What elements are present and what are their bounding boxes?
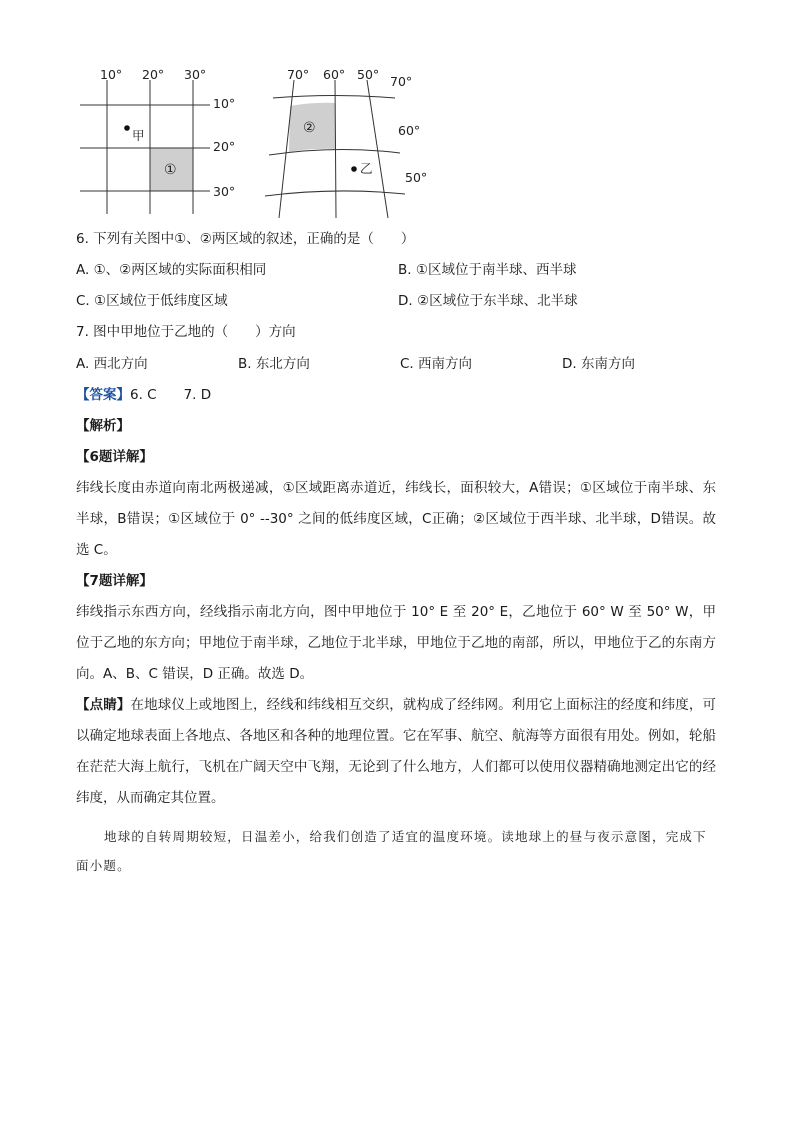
q7-option-c: C. 西南方向 bbox=[400, 356, 473, 372]
tip-paragraph bbox=[76, 690, 716, 814]
detail6-label: 【6题详解】 bbox=[76, 449, 153, 465]
left-lat-label-1: 10° bbox=[213, 96, 236, 111]
right-map bbox=[265, 80, 405, 218]
answer-text: 6. C 7. D bbox=[130, 387, 212, 403]
parallel-70 bbox=[273, 96, 395, 99]
tip-label: 【点睛】 bbox=[76, 697, 131, 713]
right-lon-label-1: 70° bbox=[287, 67, 310, 82]
q6-stem: 6. 下列有关图中①、②两区域的叙述，正确的是（ ） bbox=[76, 231, 415, 247]
meridian-50 bbox=[367, 80, 388, 218]
detail7-label: 【7题详解】 bbox=[76, 573, 153, 589]
point-jia-label: 甲 bbox=[132, 128, 145, 143]
q6-option-c: C. ①区域位于低纬度区域 bbox=[76, 293, 228, 309]
region-2-label: ② bbox=[303, 120, 316, 136]
graticule-figure bbox=[60, 58, 460, 223]
q6-option-a: A. ①、②两区域的实际面积相同 bbox=[76, 262, 267, 278]
left-lon-label-2: 20° bbox=[142, 67, 165, 82]
graticule-maps-svg bbox=[60, 58, 460, 223]
q7-option-a: A. 西北方向 bbox=[76, 356, 148, 372]
q7-option-b: B. 东北方向 bbox=[238, 356, 310, 372]
left-lat-label-3: 30° bbox=[213, 184, 236, 199]
next-intro-text: 地球的自转周期较短，日温差小，给我们创造了适宜的温度环境。读地球上的昼与夜示意图，完成下面小题。 bbox=[76, 829, 707, 873]
point-yi-label: 乙 bbox=[360, 161, 373, 176]
left-lon-label-3: 30° bbox=[184, 67, 207, 82]
point-jia-dot bbox=[124, 125, 130, 131]
detail6-text: 纬线长度由赤道向南北两极递减，①区域距离赤道近，纬线长，面积较大，A错误；①区域位于南半球、东半球，B错误；①区域位于 0° --30° 之间的低纬度区域，C正确；②区域位于西半球、北半球，D错误。故选 C。 bbox=[76, 480, 716, 558]
left-map bbox=[80, 80, 210, 214]
right-lon-label-3: 50° bbox=[357, 67, 380, 82]
q7-option-d: D. 东南方向 bbox=[562, 356, 635, 372]
q6-option-d: D. ②区域位于东半球、北半球 bbox=[398, 293, 578, 309]
left-lat-label-2: 20° bbox=[213, 139, 236, 154]
right-lat-label-2: 60° bbox=[398, 123, 421, 138]
tip-text: 在地球仪上或地图上，经线和纬线相互交织，就构成了经纬网。利用它上面标注的经度和纬度，可以确定地球表面上各地点、各地区和各种的地理位置。它在军事、航空、航海等方面很有用处。例如，轮船在茫茫大海上航行，飞机在广阔天空中飞翔，无论到了什么地方，人们都可以使用仪器精确地测定出它的经纬度，从而确定其位置。 bbox=[76, 697, 717, 806]
parallel-60 bbox=[269, 149, 400, 155]
answer-line bbox=[76, 385, 211, 405]
left-lon-label-1: 10° bbox=[100, 67, 123, 82]
detail7-text: 纬线指示东西方向，经线指示南北方向，图中甲地位于 10° E 至 20° E，乙地位于 60° W 至 50° W，甲位于乙地的东方向；甲地位于南半球，乙地位于北半球，甲地位于乙地的南部，所以，甲地位于乙的东南方向。A、B、C 错误，D 正确。故选 D。 bbox=[76, 604, 716, 682]
meridian-60 bbox=[335, 80, 336, 218]
q6-option-b: B. ①区域位于南半球、西半球 bbox=[398, 262, 577, 278]
right-lat-label-1: 70° bbox=[390, 74, 413, 89]
analysis-label: 【解析】 bbox=[76, 418, 130, 434]
point-yi-dot bbox=[351, 166, 357, 172]
region-1-label: ① bbox=[164, 162, 177, 178]
right-lon-label-2: 60° bbox=[323, 67, 346, 82]
right-lat-label-3: 50° bbox=[405, 170, 428, 185]
answer-label: 【答案】 bbox=[76, 387, 130, 403]
q7-stem: 7. 图中甲地位于乙地的（ ）方向 bbox=[76, 324, 296, 340]
